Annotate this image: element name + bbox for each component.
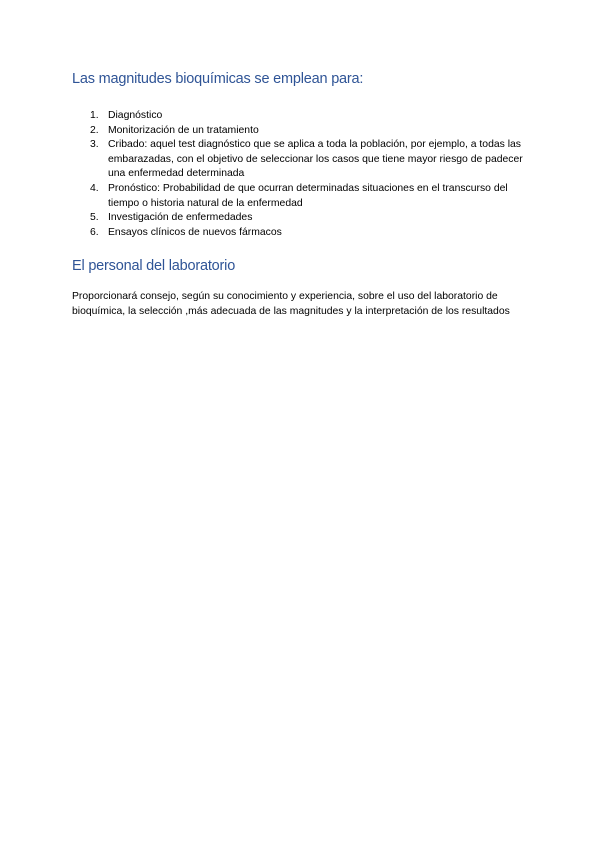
list-item-text: Ensayos clínicos de nuevos fármacos bbox=[108, 226, 282, 238]
list-item-text: Cribado: aquel test diagnóstico que se aplica a toda la población, por ejemplo, a todas las embarazadas, con el objetivo de seleccionar los casos que tiene mayor riesgo de padecer una enfermedad determinada bbox=[108, 139, 523, 180]
list-item-text: Monitorización de un tratamiento bbox=[108, 124, 259, 136]
list-item-text: Pronóstico: Probabilidad de que ocurran determinadas situaciones en el transcurso del tiempo o historia natural de la enfermedad bbox=[108, 182, 508, 209]
list-item-number: 5. bbox=[90, 212, 99, 224]
list-item-number: 1. bbox=[90, 110, 99, 121]
list-item bbox=[72, 109, 532, 124]
list-item-text: Investigación de enfermedades bbox=[108, 212, 253, 224]
section-heading-staff: El personal del laboratorio bbox=[72, 258, 236, 274]
section-heading-uses: Las magnitudes bioquímicas se emplean para: bbox=[72, 71, 364, 87]
list-item-number: 2. bbox=[90, 124, 99, 136]
uses-list bbox=[72, 109, 532, 240]
list-item bbox=[72, 211, 532, 226]
staff-paragraph: Proporcionará consejo, según su conocimiento y experiencia, sobre el uso del laboratorio de bioquímica, la selección ,más adecuada de las magnitudes y la interpretación de los resultados bbox=[72, 291, 510, 318]
list-item-number: 6. bbox=[90, 226, 99, 238]
list-item bbox=[72, 124, 532, 139]
list-item-text: Diagnóstico bbox=[108, 110, 163, 121]
list-item-number: 4. bbox=[90, 182, 99, 194]
list-item bbox=[72, 138, 532, 182]
list-item bbox=[72, 226, 532, 241]
list-item-number: 3. bbox=[90, 139, 99, 151]
list-item bbox=[72, 182, 532, 211]
